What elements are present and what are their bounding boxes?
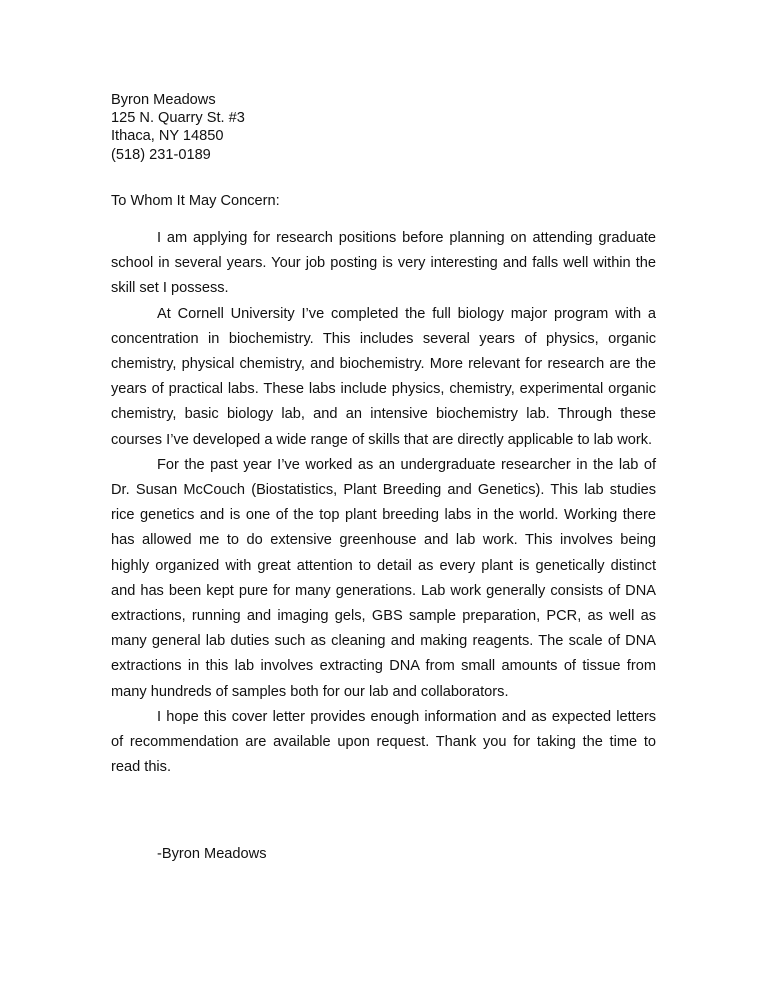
sender-address-block xyxy=(111,91,245,164)
sender-city-state-zip: Ithaca, NY 14850 xyxy=(111,128,224,145)
sender-name: Byron Meadows xyxy=(111,92,216,108)
paragraph-closing: I hope this cover letter provides enough information and as expected letters of recommendation are available upon request. Thank you for taking the time to read this. xyxy=(111,708,656,776)
paragraph-intro: I am applying for research positions before planning on attending graduate school in several years. Your job posting is very interesting and falls well within the skill set I possess. xyxy=(111,230,656,297)
paragraph-research-experience: For the past year I’ve worked as an undergraduate researcher in the lab of Dr. Susan McCouch (Biostatistics, Plant Breeding and Genetics). This lab studies rice genetics and is one of the top plant breeding labs in the world. Working there has allowed me to do extensive greenhouse and lab work. This involves being highly organized with great attention to detail as every plant is genetically distinct and has been kept pure for many generations. Lab work generally consists of DNA extractions, running and imaging gels, GBS sample preparation, PCR, as well as many general lab duties such as cleaning and making reagents. The scale of DNA extractions in this lab involves extracting DNA from small amounts of tissue from many hundreds of samples both for our lab and collaborators. xyxy=(111,456,656,700)
sender-street: 125 N. Quarry St. #3 xyxy=(111,110,245,127)
letter-body xyxy=(111,226,656,780)
salutation: To Whom It May Concern: xyxy=(111,193,280,209)
sender-phone: (518) 231-0189 xyxy=(111,146,211,163)
signature: -Byron Meadows xyxy=(157,846,267,862)
paragraph-education: At Cornell University I’ve completed the full biology major program with a concentration in biochemistry. This includes several years of physics, organic chemistry, physical chemistry, and biochemistry. More relevant for research are the years of practical labs. These labs include physics, chemistry, experimental organic chemistry, basic biology lab, and an intensive biochemistry lab. Through these courses I’ve developed a wide range of skills that are directly applicable to lab work. xyxy=(111,305,656,448)
